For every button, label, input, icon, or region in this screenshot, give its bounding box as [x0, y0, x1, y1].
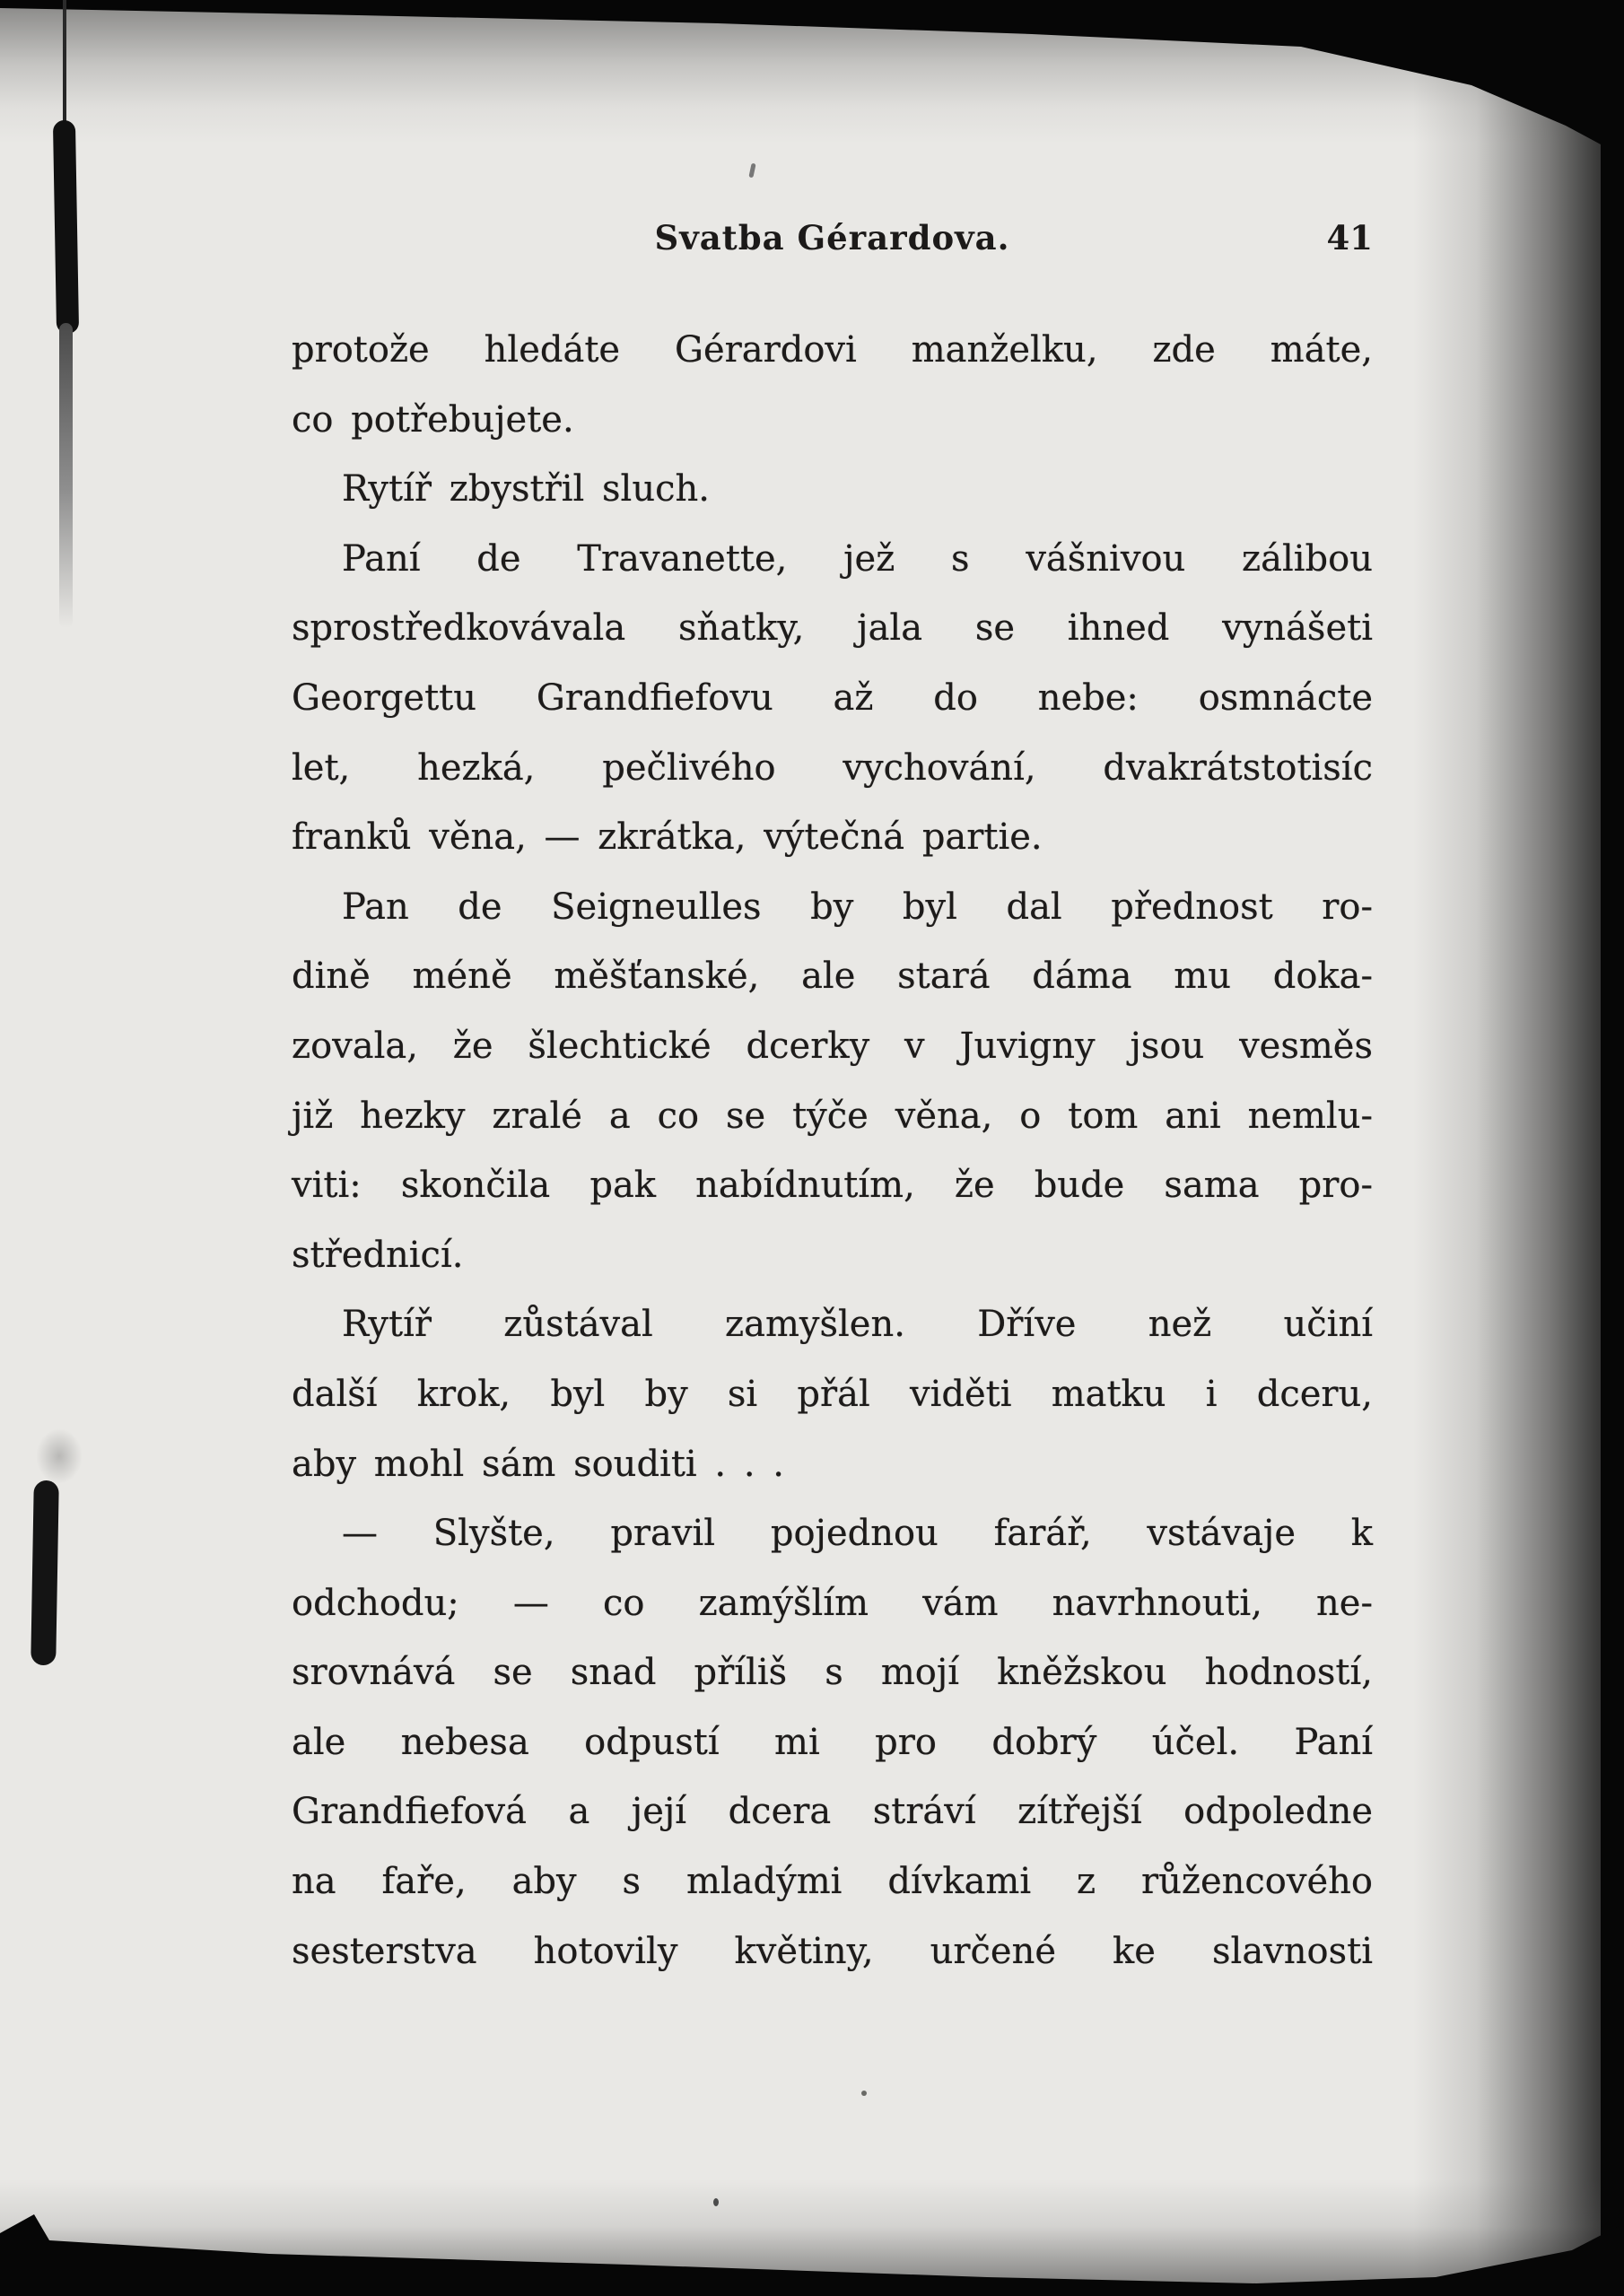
ink-smudge-middle [31, 1480, 59, 1665]
body-text-block [292, 316, 1373, 1986]
text-line: aby mohl sám souditi . . . [292, 1443, 784, 1485]
right-edge-shadow [1413, 0, 1624, 2296]
paper-speck [713, 2198, 719, 2206]
text-line: Rytíř zůstával zamyšlen. Dříve než učiní [342, 1304, 1373, 1346]
text-line: protože hledáte Gérardovi manželku, zde máte, [292, 329, 1373, 371]
ink-smudge-fade [59, 323, 73, 628]
right-scan-border [1601, 0, 1624, 2296]
text-line: srovnává se snad příliš s mojí kněžskou hodností, [292, 1652, 1373, 1694]
text-line: zovala, že šlechtické dcerky v Juvigny jsou vesměs [292, 1025, 1373, 1067]
ink-smudge-top [53, 120, 79, 334]
page-header [292, 218, 1373, 266]
text-line: Rytíř zbystřil sluch. [342, 468, 710, 511]
text-line: Grandfiefová a její dcera stráví zítřejší odpoledne [292, 1791, 1373, 1833]
text-line: další krok, byl by si přál viděti matku i dceru, [292, 1373, 1373, 1415]
text-line: Georgettu Grandfiefovu až do nebe: osmnácte [292, 677, 1373, 719]
paper-speck [861, 2091, 867, 2096]
text-line: viti: skončila pak nabídnutím, že bude sama pro- [292, 1165, 1373, 1207]
running-title: Svatba Gérardova. [654, 218, 1010, 258]
text-line: dině méně měšťanské, ale stará dáma mu doka- [292, 956, 1373, 998]
text-line: již hezky zralé a co se týče věna, o tom ani nemlu- [292, 1095, 1373, 1137]
text-line: sesterstva hotovily květiny, určené ke slavnosti [292, 1930, 1373, 1972]
page-number: 41 [1326, 218, 1373, 258]
text-line: Paní de Travanette, jež s vášnivou zálibou [342, 537, 1373, 580]
text-line: let, hezká, pečlivého vychování, dvakrátstotisíc [292, 746, 1373, 789]
text-line: sprostředkovávala sňatky, jala se ihned vynášeti [292, 607, 1373, 650]
text-line: střednicí. [292, 1234, 464, 1276]
text-line: na faře, aby s mladými dívkami z růžencového [292, 1861, 1373, 1903]
text-line: — Slyšte, pravil pojednou farář, vstávaje k [342, 1513, 1373, 1555]
text-line: ale nebesa odpustí mi pro dobrý účel. Paní [292, 1721, 1373, 1763]
text-line: co potřebujete. [292, 398, 574, 441]
faint-smudge [36, 1428, 83, 1484]
text-line: Pan de Seigneulles by byl dal přednost ro- [342, 886, 1373, 928]
text-line: franků věna, — zkrátka, výtečná partie. [292, 816, 1043, 859]
text-line: odchodu; — co zamýšlím vám navrhnouti, ne- [292, 1582, 1373, 1624]
